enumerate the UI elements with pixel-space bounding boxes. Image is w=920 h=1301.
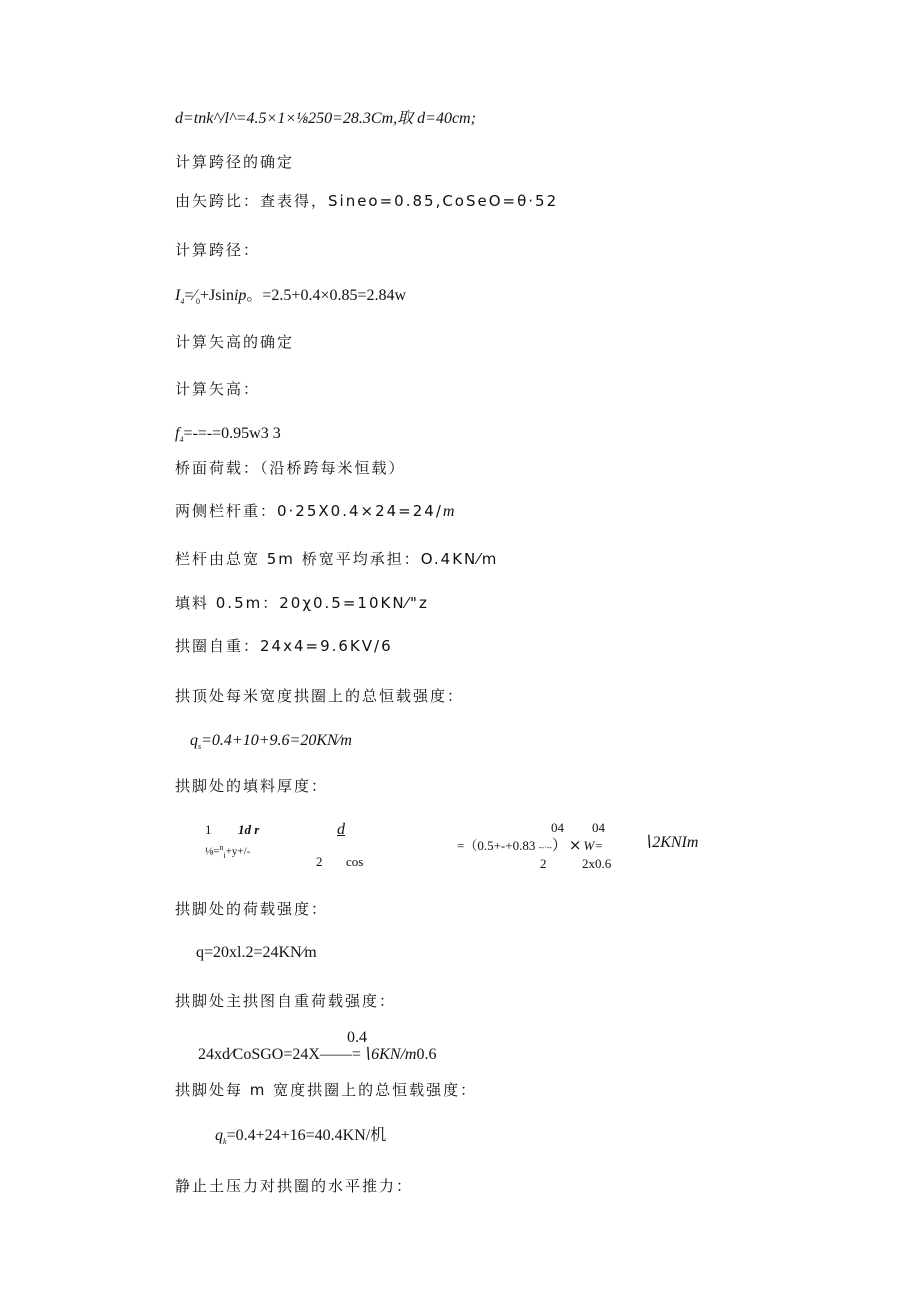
formula-frag-eq: =（0.5+-+0.83 --·--）×W= xyxy=(457,836,604,854)
heading-crown-load: 拱顶处每米宽度拱圈上的总恒载强度： xyxy=(175,687,465,705)
formula-frag-04a: 04 xyxy=(551,820,564,835)
formula-skewback-total: $q_k=0.4+24+16=40.4KN/$机 xyxy=(215,1127,387,1147)
text-rise-span-ratio: 由矢跨比：查表得，Sineo=0.85,CoSeO=θ·52 xyxy=(175,192,559,210)
heading-skewback-fill: 拱脚处的填料厚度： xyxy=(175,777,329,795)
formula-frag-result: ∖2KNIm xyxy=(642,834,699,851)
formula-frag-04b: 04 xyxy=(592,820,605,835)
formula-calc-span: $I_4=⁄_0+Jsinip$。=2.5+0.4×0.85=2.84w xyxy=(175,287,407,307)
formula-arch-self-load: 24xd⁄CoSGO=24X——=∖6KN/m0.6 xyxy=(198,1046,437,1063)
heading-skewback-load: 拱脚处的荷载强度： xyxy=(175,900,329,918)
formula-frag-2x: 2x0.6 xyxy=(582,856,612,871)
heading-skewback-total: 拱脚处每 m 宽度拱圈上的总恒载强度： xyxy=(175,1081,478,1099)
formula-crown-load: $q_s=0.4+10+9.6=20KN⁄m$ xyxy=(190,732,352,752)
formula-frag-2: 2 xyxy=(316,854,323,869)
formula-frag-left: ⅛=$^n_i$+y+/- xyxy=(205,843,251,860)
formula-fraction-num: 0.4 xyxy=(347,1029,367,1046)
formula-frag-d: d xyxy=(337,821,345,838)
text-railing-share: 栏杆由总宽 5m 桥宽平均承担：O.4KN⁄m xyxy=(175,550,499,568)
heading-rise-determination: 计算矢高的确定 xyxy=(175,333,295,351)
heading-earth-pressure: 静止土压力对拱圈的水平推力： xyxy=(175,1177,414,1195)
label-calc-span: 计算跨径： xyxy=(175,241,261,259)
formula-frag-one: 1 xyxy=(205,822,212,837)
formula-calc-rise: $f_4=-=-=0.95w3$ 3 xyxy=(175,425,281,445)
heading-arch-self-load: 拱脚处主拱图自重荷载强度： xyxy=(175,992,397,1010)
formula-skewback-load: q=20xl.2=24KN⁄m xyxy=(196,944,317,961)
heading-span-determination: 计算跨径的确定 xyxy=(175,153,295,171)
text-railing-weight: 两侧栏杆重：0·25X0.4×24=24/m xyxy=(175,502,455,520)
label-calc-rise: 计算矢高： xyxy=(175,380,261,398)
text-arch-self-weight: 拱圈自重：24x4=9.6KV/6 xyxy=(175,637,393,655)
heading-deck-load: 桥面荷载：（沿桥跨每米恒载） xyxy=(175,459,406,477)
formula-frag-1dr: 1d r xyxy=(238,822,260,837)
formula-thickness: d=tnk^/l^=4.5×1×⅛250=28.3Cm,取 d=40cm; xyxy=(175,110,476,127)
formula-frag-2b: 2 xyxy=(540,856,547,871)
text-fill: 填料 0.5m：20χ0.5=10KN⁄"z xyxy=(175,594,429,612)
formula-frag-cos: cos xyxy=(346,854,364,869)
